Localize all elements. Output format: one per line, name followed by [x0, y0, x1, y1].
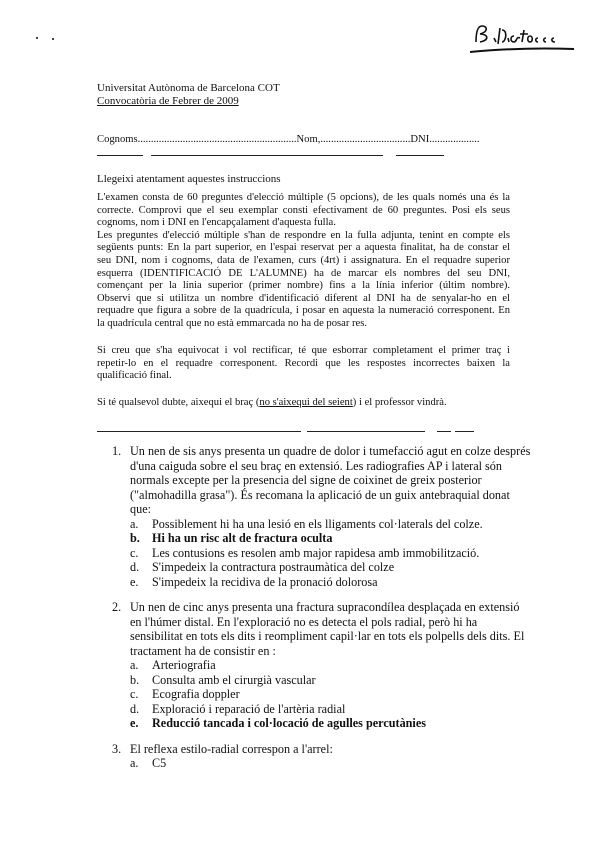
paragraph-text: Si té qualsevol dubte, aixequi el braç ( [97, 397, 260, 408]
question-text-line: Un nen de sis anys presenta un quadre de dolor i tumefacció agut en colze després [130, 444, 531, 458]
answer-option [130, 687, 507, 702]
option-letter: d. [130, 560, 140, 574]
option-letter: d. [130, 701, 140, 716]
option-text: Exploració i reparació de l'artèria radial [152, 701, 346, 716]
option-text: Consulta amb el cirurgià vascular [152, 672, 316, 687]
answer-option [130, 756, 507, 771]
instructions-paragraph-3 [97, 397, 510, 410]
option-text: Ecografia doppler [152, 687, 240, 701]
paragraph-text: ) i el professor vindrà. [352, 397, 447, 408]
question-1 [112, 444, 531, 589]
paragraph-line: següents punts: En la part superior, en l'espai reservat per a aquesta finalitat, ha de constar el [97, 242, 510, 254]
question-3 [112, 742, 507, 771]
paragraph-line: Observi que si utilitza un nombre d'identificació diferent al DNI ha de senyalar-ho en el [97, 292, 510, 304]
instructions-title: Llegeixi atentament aquestes instruccions [97, 173, 281, 185]
question-2 [112, 600, 525, 731]
paragraph-line: cognoms, nom i DNI en l'encapçalament d'aquesta fulla. [97, 217, 336, 229]
separator-line [455, 431, 474, 432]
separator-line [97, 431, 301, 432]
question-text-line: El reflexa estilo-radial correspon a l'arrel: [130, 741, 333, 756]
option-letter: a. [130, 516, 139, 531]
paragraph-line: Si creu que s'ha equivocat i vol rectificar, té que esborrar completament el primer traç i [97, 345, 510, 356]
paragraph-underlined-text: no s'aixequi del seient [259, 397, 353, 408]
question-text-line: en l'húmer distal. En l'exploració no es detecta el pols radial, però hi ha [130, 614, 478, 629]
paragraph-line: la quadrícula central que no està emmarcada no ha de posar res. [97, 317, 368, 329]
option-text: Possiblement hi ha una lesió en els lligaments col·laterals del colze. [152, 516, 483, 531]
question-number: 3. [112, 741, 122, 756]
answer-option [130, 560, 507, 575]
option-text: Reducció tancada i col·locació de agulles percutànies [152, 716, 426, 730]
answer-option [130, 517, 507, 532]
question-number: 1. [112, 444, 122, 458]
paragraph-line: esquerra (IDENTIFICACIÓ DE L'ALUMNE) ha de marcar els nombres del seu DNI, [97, 267, 510, 279]
option-letter: c. [130, 687, 139, 701]
answer-option [130, 702, 507, 717]
option-letter: b. [130, 531, 140, 545]
paragraph-line: començant per la línia superior (primer nombre) fins a la línia inferior (últim nombre). [97, 280, 510, 292]
separator-line [437, 431, 451, 432]
option-text: Les contusions es resolen amb major rapidesa amb immobilització. [152, 545, 480, 560]
university-name: Universitat Autònoma de Barcelona COT [97, 82, 280, 94]
paragraph-line: Les preguntes d'elecció múltiple s'han de respondre en la fulla adjunta, tenint en compte els [97, 229, 510, 241]
option-text: Hi ha un risc alt de fractura oculta [152, 531, 333, 545]
question-text-line: d'una caiguda sobre el seu braç en extensió. Les radiografies AP i lateral són [130, 458, 502, 473]
paragraph-line: L'examen consta de 60 preguntes d'elecció múltiple (5 opcions), de les quals només una és la [97, 192, 510, 203]
question-text-line: ("almohadilla grasa"). És recomana la aplicació de un guix antebraquial donat [130, 487, 510, 502]
question-text-line: normals excepte per la presencia del signe de coixinet de greix posterior [130, 473, 482, 487]
paragraph-line: qualificació final. [97, 370, 172, 382]
answer-option-correct [130, 531, 507, 546]
cognoms-underline[interactable] [97, 155, 143, 156]
question-number: 2. [112, 600, 122, 614]
option-letter: e. [130, 574, 139, 589]
scan-speck [52, 38, 54, 40]
dni-underline[interactable] [396, 155, 444, 156]
answer-option [130, 673, 507, 688]
name-dni-field-line: Cognoms............................................................Nom,..................................DNI................... [97, 134, 480, 145]
paragraph-line: repetir-lo en el requadre corresponent. Recordi que les respostes incorrectes baixen la [97, 357, 510, 369]
exam-session: Convocatòria de Febrer de 2009 [97, 95, 239, 107]
nom-underline[interactable] [151, 155, 383, 156]
instructions-paragraph-1 [97, 192, 510, 331]
paragraph-line: requadre que figura a sobre de la quadrícula, i posar en aquesta la numeració corresponent. En [97, 305, 510, 317]
answer-option [130, 658, 507, 673]
paragraph-line: seu DNI, nom i cognoms, data de l'examen, curs (4rt) i assignatura. En el requadre superior [97, 254, 510, 266]
option-text: S'impedeix la recidiva de la pronació dolorosa [152, 574, 378, 589]
handwritten-signature [470, 18, 590, 54]
option-letter: c. [130, 545, 139, 560]
option-letter: a. [130, 658, 139, 672]
option-text: C5 [152, 756, 167, 770]
instructions-paragraph-2 [97, 345, 510, 383]
option-letter: e. [130, 716, 139, 730]
answer-option [130, 546, 507, 561]
answer-option [130, 575, 507, 590]
option-text: S'impedeix la contractura postraumàtica del colze [152, 560, 395, 574]
separator-line [307, 431, 425, 432]
option-letter: a. [130, 756, 139, 770]
question-text-line: Un nen de cinc anys presenta una fractura supracondílea desplaçada en extensió [130, 600, 520, 614]
question-list [112, 444, 531, 782]
question-text-line: que: [130, 502, 151, 516]
scan-speck [36, 37, 38, 39]
answer-option-correct [130, 716, 507, 731]
question-text-line: tractament ha de consistir en : [130, 643, 276, 658]
question-text-line: sensibilitat en tots els dits i reompliment capil·lar en tots els polpells dels dits. El [130, 629, 525, 643]
option-letter: b. [130, 672, 140, 687]
paragraph-line: correcte. Comprovi que el seu exemplar consti efectivament de 60 preguntes. Posi els seus [97, 204, 510, 216]
option-text: Arteriografia [152, 658, 216, 672]
